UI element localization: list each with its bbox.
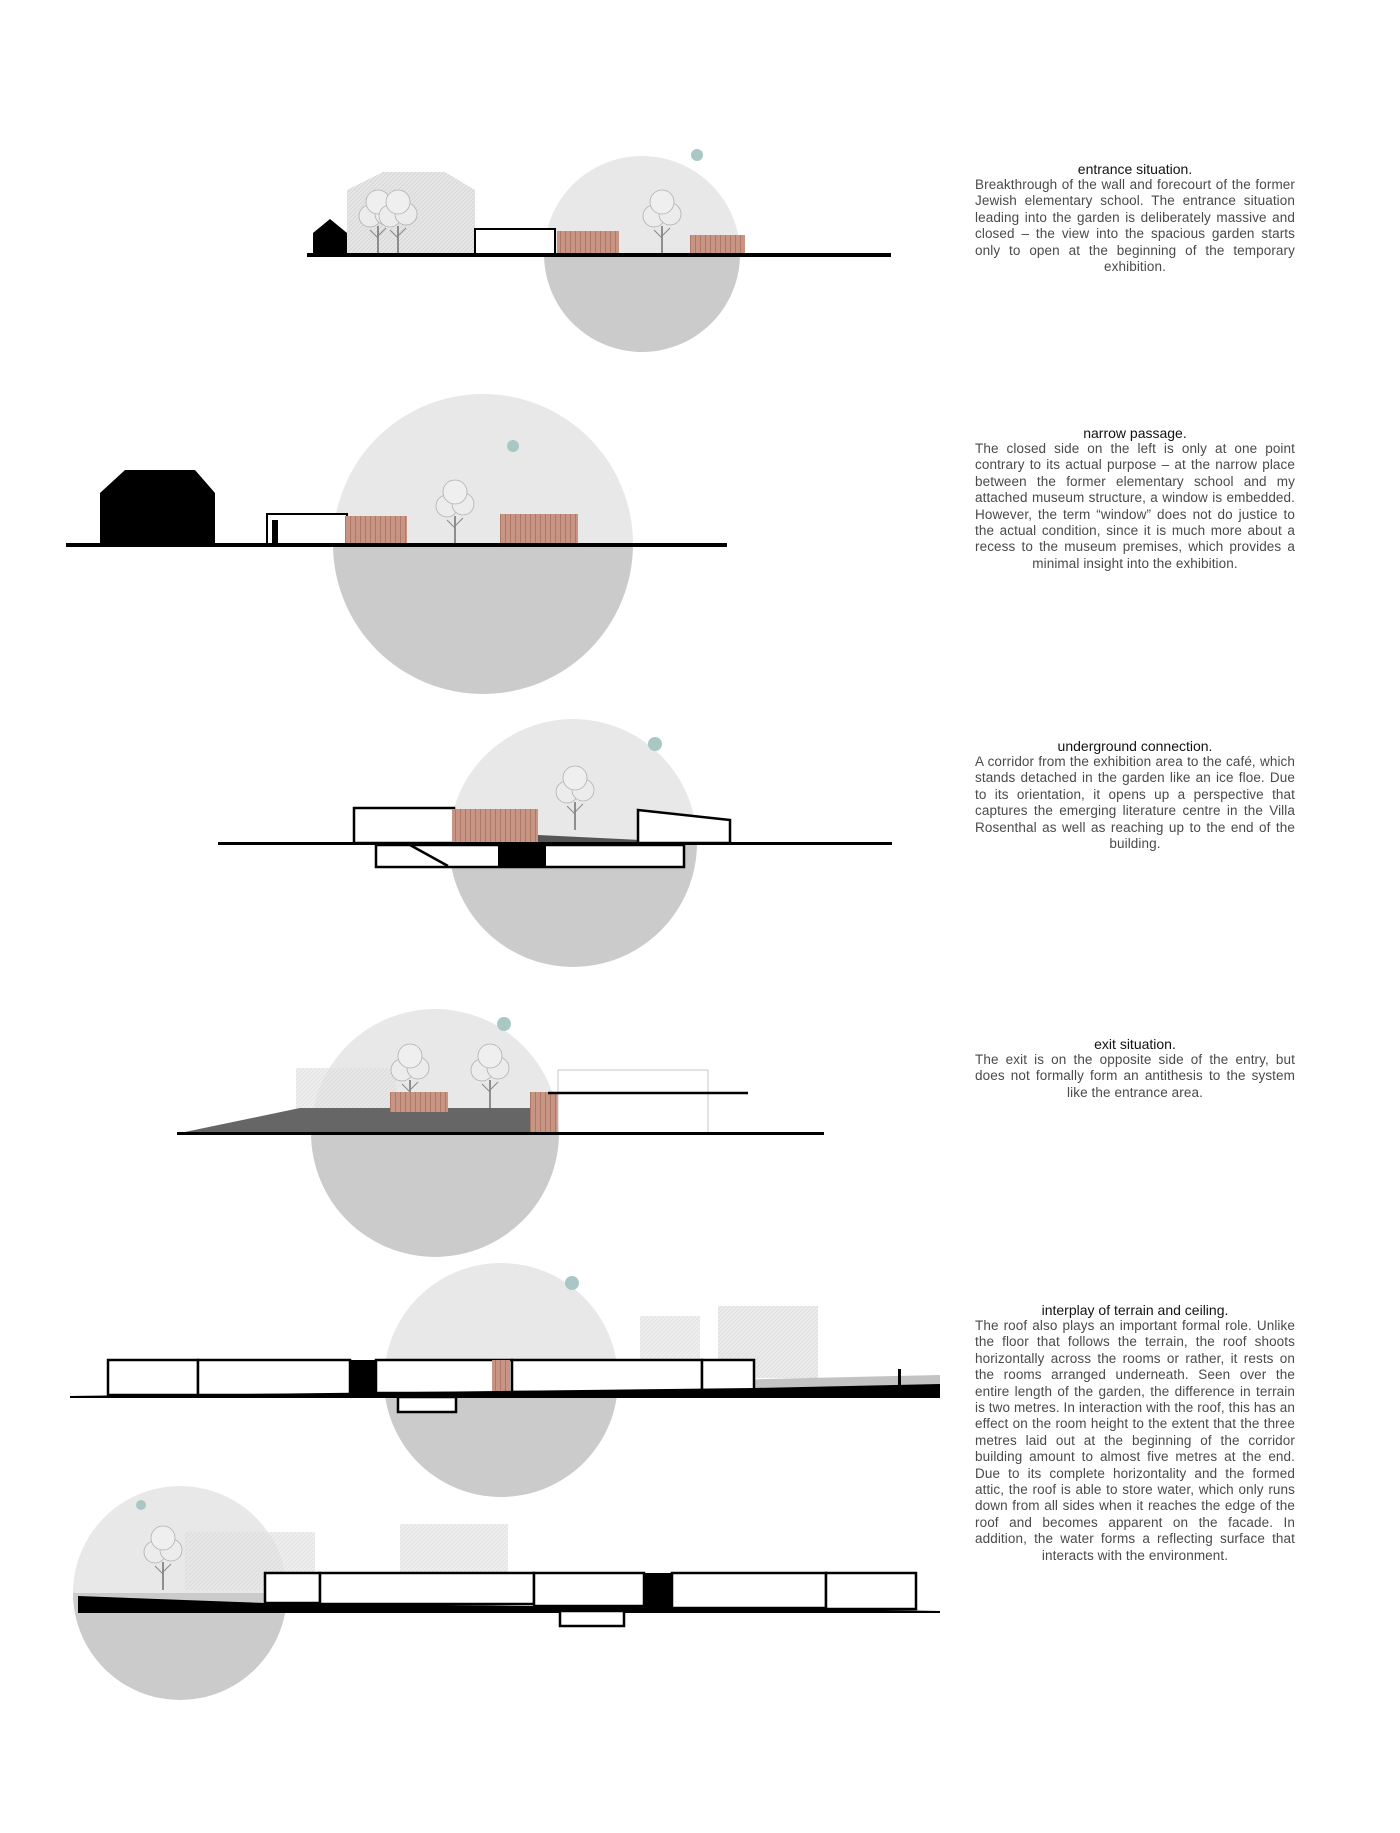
room-1	[108, 1360, 198, 1395]
room-3	[376, 1360, 512, 1393]
sun-icon	[565, 1276, 579, 1290]
core-black	[350, 1360, 376, 1395]
caption-title: entrance situation.	[1077, 161, 1193, 177]
room-6	[265, 1573, 320, 1603]
timber-volume-5	[452, 809, 538, 843]
timber-volume-4	[500, 514, 578, 544]
ground-disc-2	[333, 544, 633, 694]
caption-text: The roof also plays an important formal role. Unlike the floor that follows the terrain, the roof shoots horizontally across the rooms or rather, it rests on the rooms arranged underneath. Seen over the entire length of the garden, the difference in terrain is two metres. In interaction with the roof, this has an effect on the room height to the extent that the three metres laid out at the beginning of the corridor building amount to almost five metres at the end. Due to its complete horizontality and the formed attic, the roof is able to store water, which only runs down from all sides when it reaches the edge of the roof and becomes apparent on the facade. In addition, the water forms a reflecting surface that interacts with the environment.	[975, 1318, 1295, 1563]
caption-title: interplay of terrain and ceiling.	[1041, 1302, 1229, 1318]
section-3-underground-drawing	[218, 719, 892, 967]
house-silhouette-1	[313, 219, 347, 254]
caption-title: underground connection.	[1057, 738, 1213, 754]
cafe-ice-floe	[638, 810, 730, 843]
sloping-terrain	[180, 1108, 540, 1133]
sun-icon	[648, 737, 662, 751]
section-2-narrow-passage-drawing	[66, 394, 727, 694]
sun-icon	[497, 1017, 511, 1031]
timber-volume-3	[345, 516, 407, 544]
room-2	[198, 1360, 350, 1395]
room-10	[826, 1573, 916, 1609]
basement-room	[560, 1611, 624, 1626]
museum-corridor-2	[267, 514, 347, 544]
ground-line-4	[177, 1132, 824, 1135]
caption-text: Breakthrough of the wall and forecourt of the former Jewish elementary school. The entrance situation leading into the garden is deliberately massive and closed – the view into the spacious garden starts only to open at the beginning of the temporary exhibition.	[975, 177, 1295, 275]
timber-pavilion-2	[690, 235, 745, 254]
underground-core	[498, 845, 546, 867]
caption-terrain-ceiling	[975, 1302, 1295, 1564]
timber-pavilion-1	[557, 231, 619, 254]
caption-text: A corridor from the exhibition area to the café, which stands detached in the garden like an ice floe. Due to its orientation, it opens up a perspective that captures the emerging literature centre in the Villa Rosenthal as well as reaching up to the end of the building.	[975, 754, 1295, 852]
caption-text: The closed side on the left is only at one point contrary to its actual purpose – at the narrow place between the former elementary school and my attached museum structure, a window is embedded. However, the term “window” does not do justice to the actual condition, since it is much more about a recess to the museum premises, which provides a minimal insight into the exhibition.	[975, 441, 1295, 571]
ground-disc-4	[311, 1133, 559, 1257]
caption-title: exit situation.	[1094, 1036, 1176, 1052]
section-1-entrance-drawing	[307, 149, 891, 352]
caption-narrow-passage	[975, 425, 1295, 572]
timber-volume-6	[390, 1092, 448, 1112]
timber-volume-7	[530, 1092, 558, 1133]
caption-underground	[975, 738, 1295, 852]
entrance-wall-block	[475, 229, 555, 254]
exhibition-box	[354, 808, 454, 843]
caption-title: narrow passage.	[1083, 425, 1187, 441]
room-7	[320, 1573, 534, 1604]
basement-room	[398, 1397, 456, 1412]
sun-icon	[691, 149, 703, 161]
caption-entrance	[975, 161, 1295, 275]
room-8	[534, 1573, 644, 1606]
post	[898, 1369, 901, 1385]
timber-volume-8	[492, 1360, 510, 1394]
school-building-black	[100, 470, 215, 544]
section-6-long-section-drawing	[73, 1486, 940, 1700]
room-4	[512, 1360, 702, 1392]
sun-icon	[136, 1500, 146, 1510]
room-5	[702, 1360, 754, 1391]
sun-icon	[507, 440, 519, 452]
section-5-long-section-drawing	[70, 1263, 940, 1497]
caption-text: The exit is on the opposite side of the entry, but does not formally form an antithesis to the system like the entrance area.	[975, 1052, 1295, 1100]
ground-disc-1	[544, 254, 740, 352]
background-facade	[296, 1068, 396, 1113]
passage-window	[272, 520, 278, 544]
background-facade	[400, 1524, 508, 1574]
exit-building-outline	[558, 1070, 708, 1133]
caption-exit	[975, 1036, 1295, 1101]
core-black	[644, 1573, 672, 1608]
room-9	[672, 1573, 826, 1608]
section-4-exit-drawing	[177, 1009, 824, 1257]
ground-line-2	[66, 543, 727, 547]
ground-line-1	[307, 253, 891, 257]
